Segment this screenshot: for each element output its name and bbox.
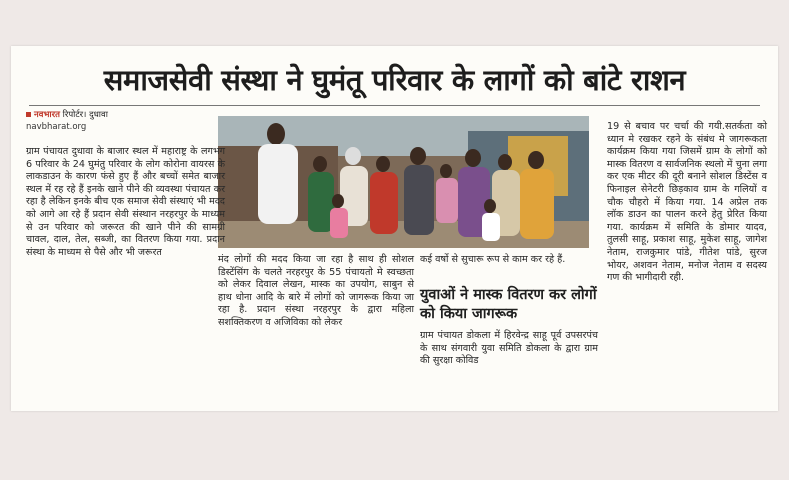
article-subheading: युवाओं ने मास्क वितरण कर लोगों को किया जागरूक xyxy=(420,287,597,322)
article-column-2: मंद लोगों की मदद किया जा रहा है साथ ही सोशल डिस्टेंसिंग के चलते नरहरपुर के 55 पंचायतो मे स्वच्छता को लेकर दिवाल लेखन, मास्क का उपयोग, साबुन से हाथ धोना आदि के बारे में लोगों को जागरूक किया जा रहा है. प्रदान संस्था नरहरपुर के द्वारा महिला सशक्तिकरण व अजिविका को लेकर xyxy=(218,254,414,328)
article-column-1: ग्राम पंचायत दुधावा के बाजार स्थल में महाराष्ट्र के लगभग 6 परिवार के 24 घुमंतु परिवार के लोग कोरोना वायरस के लाकडाउन के कारण फंसे हुए हैं और बच्चों समेत बाजार स्थल में रह रहे हैं इनके खाने पीने की व्यवस्था पंचायत कर रहा है लेकिन इनके बीच एक समाज सेवी संस्थाएं भी मदद को आगे आ रहे हैं प्रदान सेवी संस्थान नरहरपुर के माध्यम से उन परिवार को जरूरत की खाने पीने की सामग्री चावल, दाल, तेल, सब्जी, का वितरण किया गया. प्रदान संस्था के माध्यम से पैसे और भी जरूरत xyxy=(26,146,225,258)
article-column-4: 19 से बचाव पर चर्चा की गयी.सतर्कता को ध्यान मे रखकर रहने के संबंध मे जागरूकता कार्यक्रम किया गया जिसमें ग्राम के लोगों को मास्क वितरण व सार्वजनिक स्थलो में चुना लगा कर एक मीटर की दूरी बनाने सोशल डिस्टेंस व फिनाइल सेनेटरी छिड़काव ग्राम के गलियों व चौक चौहरो में किया गया. 14 अप्रेल तक लॉक डाउन का पालन करने हेतु प्रेरित किया गया. कार्यक्रम में समिति के डोमार यादव, तुलसी साहू, प्रकाश साहू, मुकेश साहू, जागेश नेताम, राजकुमार पांडे, गीतेश पांडे, सुरज भोयर, अशवन नेताम, मनोज नेताम व सदस्य गण की भागीदारी रही. xyxy=(607,121,767,284)
article-column-3-top: कई वर्षो से सुचारू रूप से काम कर रहे हैं. xyxy=(420,254,566,265)
byline-publication: नवभारत xyxy=(34,110,60,120)
article-headline: समाजसेवी संस्था ने घुमंतू परिवार के लागों को बांटे राशन xyxy=(103,63,686,97)
article-column-3-bottom: ग्राम पंचायत डोकला में हिरवेन्द्र साहू पूर्व उपसरपंच के साथ संगवारी युवा समिति डोकला के द्वारा ग्राम की सुरक्षा कोविड xyxy=(420,330,598,367)
byline-marker-icon xyxy=(26,112,31,117)
byline-place: दुधावा xyxy=(89,110,108,120)
byline-website: navbharat.org xyxy=(26,122,87,132)
byline xyxy=(26,109,226,133)
photo-illustration xyxy=(218,116,589,248)
headline-divider xyxy=(29,105,760,106)
article-photo xyxy=(218,116,589,248)
newspaper-clipping xyxy=(11,46,778,411)
byline-reporter: रिपोर्टर। xyxy=(62,110,87,120)
